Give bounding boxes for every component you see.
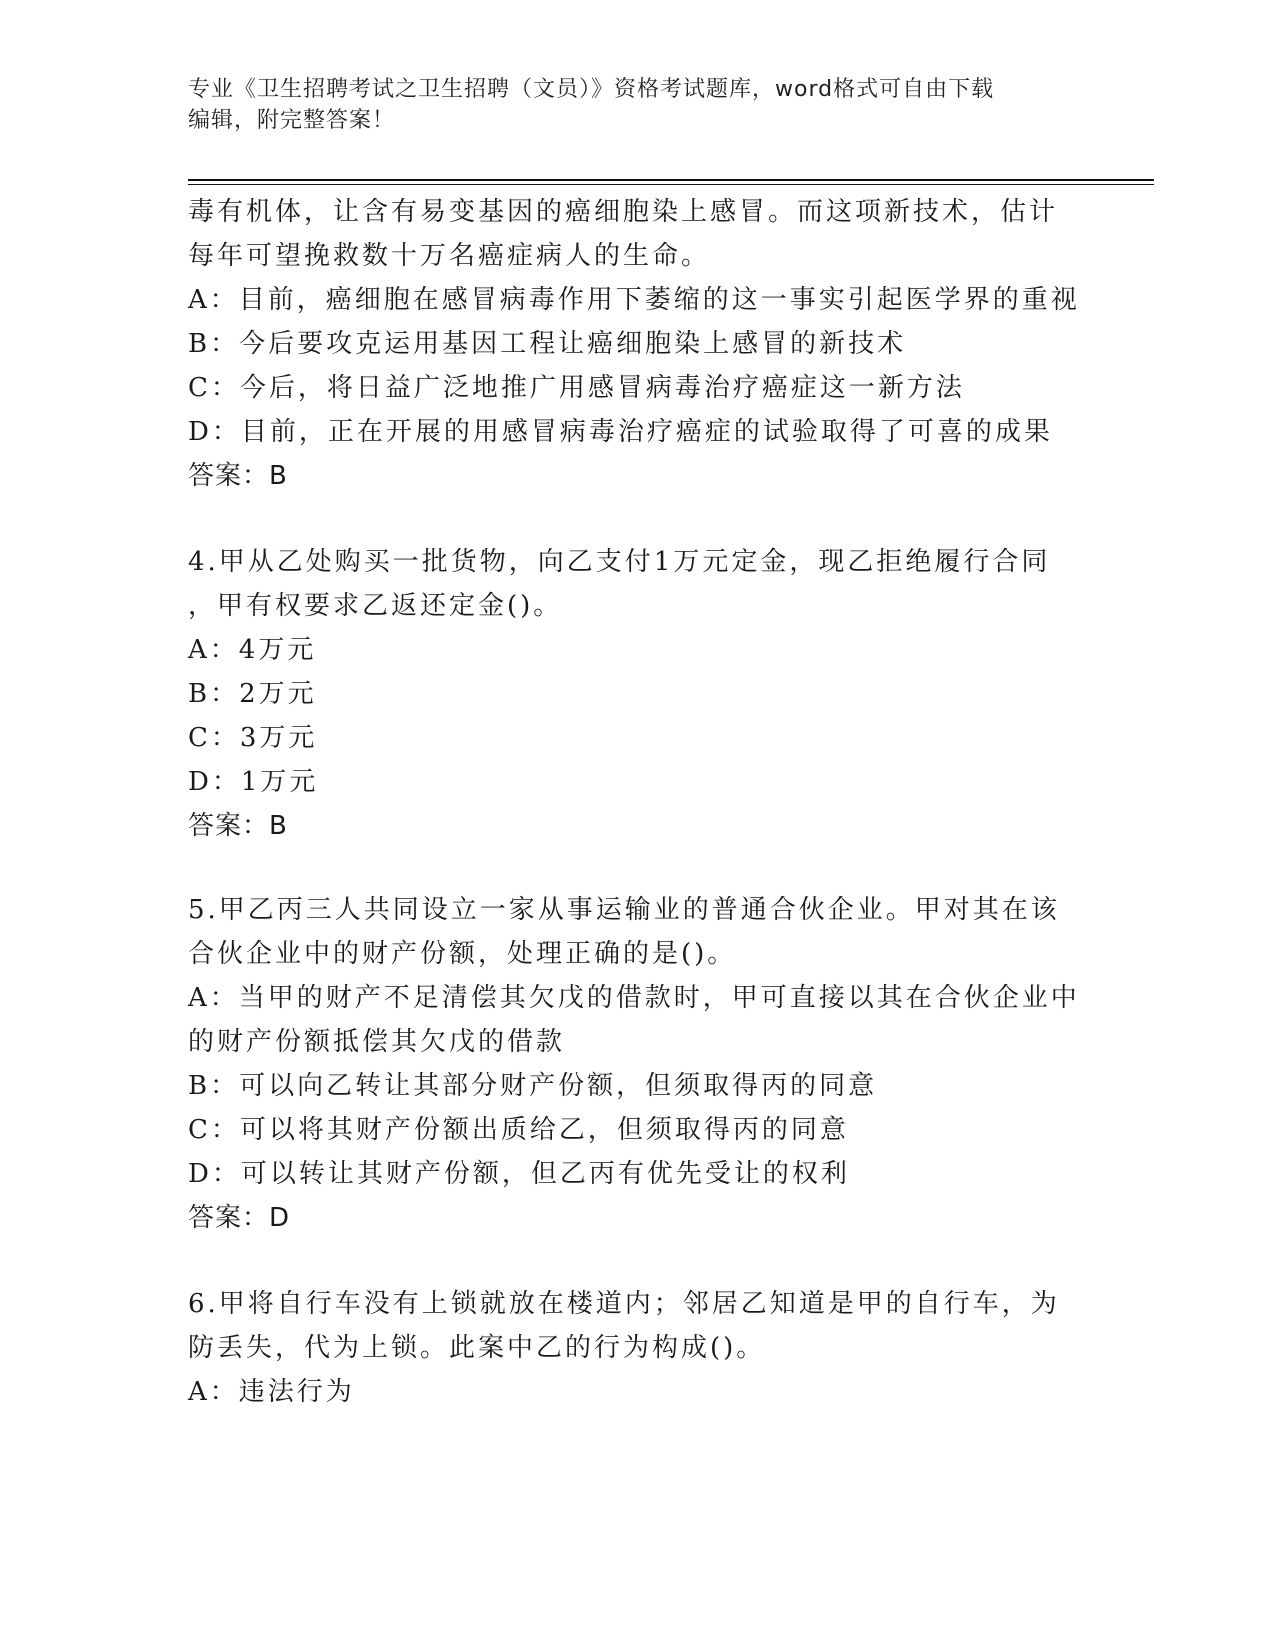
document-header	[188, 74, 1088, 136]
q5-stem-line-1: 5.甲乙丙三人共同设立一家从事运输业的普通合伙企业。甲对其在该	[188, 895, 1060, 925]
q4-answer: 答案：B	[188, 811, 288, 841]
q3-continuation-line-2: 每年可望挽救数十万名癌症病人的生命。	[188, 241, 711, 271]
q3-answer: 答案：B	[188, 461, 288, 491]
q4-option-a: A：4万元	[188, 635, 317, 665]
header-line-2: 编辑，附完整答案！	[188, 108, 396, 133]
q5-option-a-line-2: 的财产份额抵偿其欠戊的借款	[188, 1027, 566, 1057]
q3-option-a: A：目前，癌细胞在感冒病毒作用下萎缩的这一事实引起医学界的重视	[188, 285, 1080, 315]
header-line-1: 专业《卫生招聘考试之卫生招聘（文员）》资格考试题库，word格式可自由下载	[188, 77, 995, 102]
q3-option-b: B：今后要攻克运用基因工程让癌细胞染上感冒的新技术	[188, 329, 907, 359]
q5-stem-line-2: 合伙企业中的财产份额，处理正确的是()。	[188, 939, 737, 969]
q6-stem-line-1: 6.甲将自行车没有上锁就放在楼道内；邻居乙知道是甲的自行车，为	[188, 1289, 1060, 1319]
header-rule-thin	[188, 184, 1154, 185]
q3-option-c: C：今后，将日益广泛地推广用感冒病毒治疗癌症这一新方法	[188, 373, 965, 403]
q5-answer: 答案：D	[188, 1203, 291, 1233]
q5-option-a-line-1: A：当甲的财产不足清偿其欠戊的借款时，甲可直接以其在合伙企业中	[188, 983, 1080, 1013]
header-rule-thick	[188, 179, 1154, 181]
q5-option-b: B：可以向乙转让其部分财产份额，但须取得丙的同意	[188, 1071, 878, 1101]
q6-option-a: A：违法行为	[188, 1377, 355, 1407]
q5-option-d: D：可以转让其财产份额，但乙丙有优先受让的权利	[188, 1159, 850, 1189]
q4-option-c: C：3万元	[188, 723, 318, 753]
q6-stem-line-2: 防丢失，代为上锁。此案中乙的行为构成()。	[188, 1333, 766, 1363]
q3-option-d: D：目前，正在开展的用感冒病毒治疗癌症的试验取得了可喜的成果	[188, 417, 1053, 447]
q5-option-c: C：可以将其财产份额出质给乙，但须取得丙的同意	[188, 1115, 849, 1145]
q4-option-b: B：2万元	[188, 679, 317, 709]
q4-stem-line-1: 4.甲从乙处购买一批货物，向乙支付1万元定金，现乙拒绝履行合同	[188, 547, 1051, 577]
q4-option-d: D：1万元	[188, 767, 319, 797]
q3-continuation-line-1: 毒有机体，让含有易变基因的癌细胞染上感冒。而这项新技术，估计	[188, 197, 1059, 227]
q4-stem-line-2: ，甲有权要求乙返还定金()。	[188, 591, 563, 621]
